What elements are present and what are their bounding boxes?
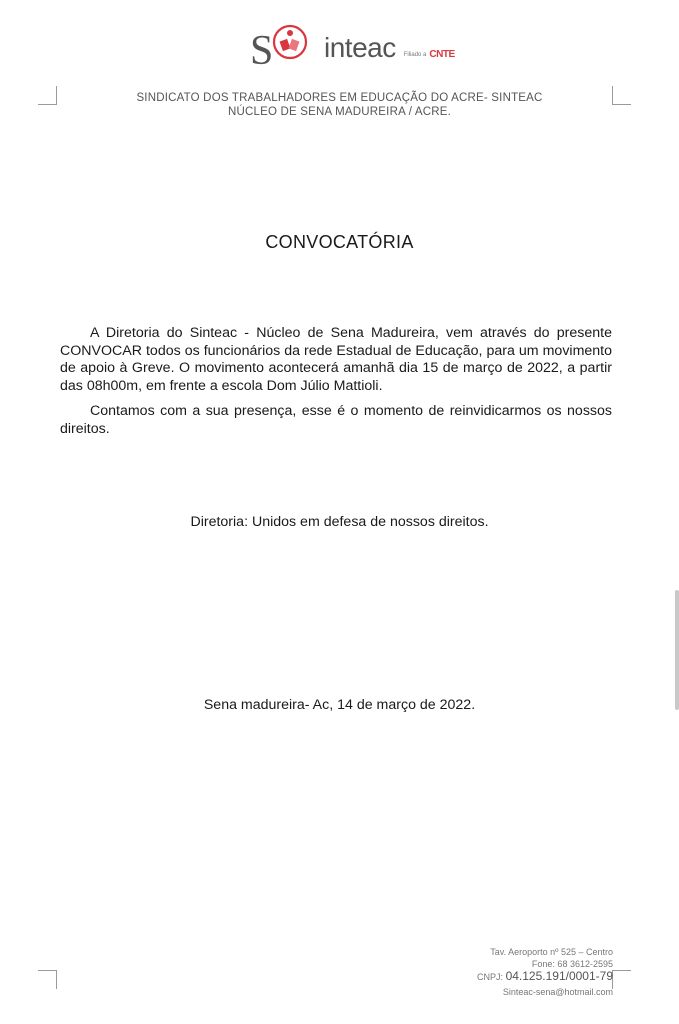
crop-mark-bottom-right — [612, 970, 631, 989]
footer-address: Tav. Aeroporto nº 525 – Centro — [490, 947, 613, 957]
footer-cnpj-number: 04.125.191/0001-79 — [505, 969, 613, 983]
dateline: Sena madureira- Ac, 14 de março de 2022. — [203, 697, 476, 713]
page-title: CONVOCATÓRIA — [265, 232, 414, 252]
footer-cnpj-label: CNPJ: — [477, 972, 504, 982]
body-paragraph-1 — [60, 325, 612, 395]
logo-cnte-label: CNTE — [429, 49, 455, 60]
org-name-line2: NÚCLEO DE SENA MADUREIRA / ACRE. — [227, 106, 452, 118]
scrollbar[interactable] — [675, 590, 679, 710]
org-name-line1: SINDICATO DOS TRABALHADORES EM EDUCAÇÃO DO ACRE- SINTEAC — [136, 92, 543, 104]
body-paragraph-2 — [60, 403, 612, 438]
logo-s-mark-icon — [248, 20, 326, 70]
footer-email: Sinteac-sena@hotmail.com — [502, 987, 613, 997]
logo-wordmark: inteac — [324, 32, 396, 63]
logo-filiado-label: Filiado a — [403, 52, 427, 58]
footer-phone: Fone: 68 3612-2595 — [531, 959, 613, 969]
svg-text:S: S — [250, 28, 274, 70]
slogan: Diretoria: Unidos em defesa de nossos direitos. — [190, 514, 489, 530]
crop-mark-bottom-left — [38, 970, 57, 989]
body-paragraph-1-text: A Diretoria do Sinteac - Núcleo de Sena Madureira, vem através do presente CONVOCAR todos os funcionários da rede Estadual de Educação, para um movimento de apoio à Greve. O movimento acontecerá amanhã dia 15 de março de 2022, a partir das 08h00m, em frente a escola Dom Júlio Mattioli. — [60, 325, 612, 394]
body-paragraph-2-text: Contamos com a sua presença, esse é o momento de reinvidicarmos os nossos direitos. — [60, 403, 612, 437]
sinteac-logo — [248, 20, 455, 70]
footer-cnpj — [477, 970, 613, 983]
